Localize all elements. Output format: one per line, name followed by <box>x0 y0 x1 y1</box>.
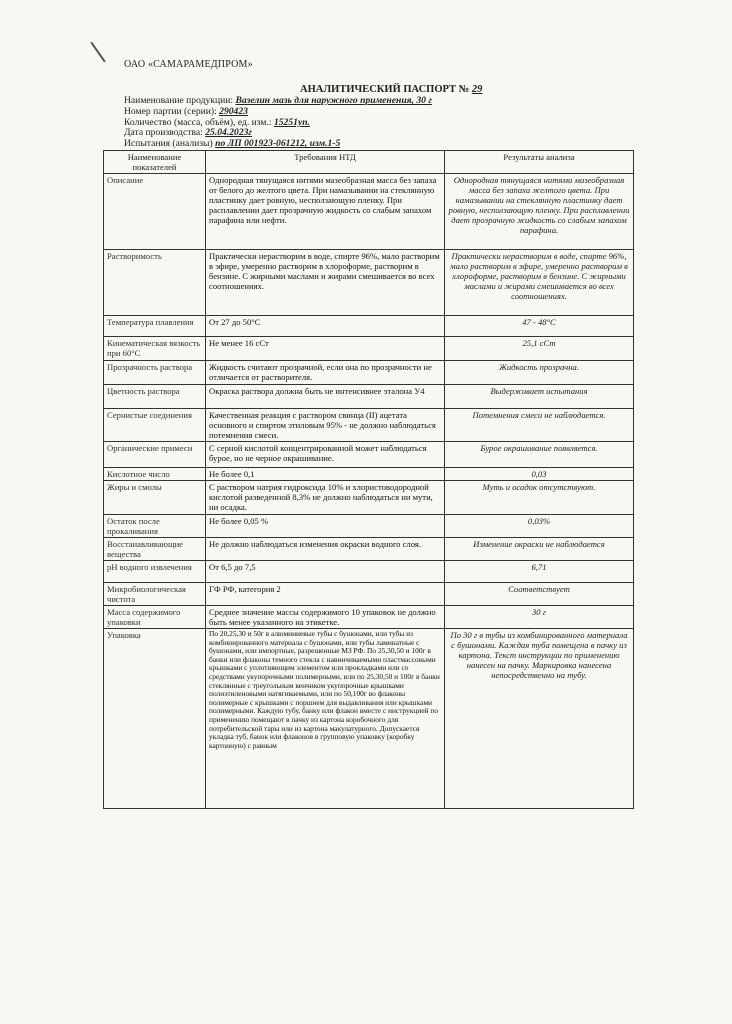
row-requirement: Практически нерастворим в воде, спирте 96%, мало растворим в эфире, умеренно растворим в хлороформе, растворим в бензине. С жирными маслами и жирами смешивается во всех соотношениях. <box>206 250 445 316</box>
analysis-table <box>103 150 634 809</box>
table-row <box>104 409 634 442</box>
table-header-row <box>104 151 634 174</box>
header-indicator: Наименование показателей <box>104 151 206 174</box>
organization-name: ОАО «САМАРАМЕДПРОМ» <box>124 59 253 70</box>
row-result: По 30 г в тубы из комбинированного материала с бушонами. Каждая туба помещена в пачку из картона. Текст инструкции по применению нанесен на пачку. Маркировка нанесена непосредственно на тубу. <box>445 629 634 809</box>
row-requirement: ГФ РФ, категория 2 <box>206 583 445 606</box>
row-result: Соответствует <box>445 583 634 606</box>
row-result: Жидкость прозрачна. <box>445 361 634 385</box>
row-requirement: От 27 до 50°С <box>206 316 445 337</box>
meta-value: 290423 <box>219 105 248 117</box>
row-requirement: Жидкость считают прозрачной, если она по прозрачности не отличается от растворителя. <box>206 361 445 385</box>
header-requirements: Требования НТД <box>206 151 445 174</box>
meta-label: Дата производства: <box>124 127 203 139</box>
meta-value: 15251уп. <box>273 116 310 128</box>
row-requirement: От 6,5 до 7,5 <box>206 561 445 583</box>
table-row <box>104 385 634 409</box>
table-row <box>104 174 634 250</box>
row-requirement: Качественная реакция с раствором свинца (II) ацетата основного и спиртом этиловым 95% - не должно наблюдаться потемнения смеси. <box>206 409 445 442</box>
row-name: Прозрачность раствора <box>104 361 206 385</box>
row-name: Растворимость <box>104 250 206 316</box>
row-requirement: С раствором натрия гидроксида 10% и хлористоводородной кислотой разведенной 8,3% не должно наблюдаться ни мути, ни осадка. <box>206 481 445 515</box>
row-requirement: Не более 0,1 <box>206 468 445 481</box>
page-title <box>300 84 482 95</box>
row-name: Кислотное число <box>104 468 206 481</box>
row-requirement: По 20,25,30 и 50г в алюминиевые тубы с бушонами, или тубы из комбинированного материала с бушонами, или тубы ламинатные с бушонами, или импортные, разрешенные МЗ РФ. По 25,30,50 и 100г в банки или флаконы темного стекла с навинчиваемыми пластмассовыми крышками с уплотняющим элементом или прокладками или со средствами укупорочными полимерными, или по 25,30,50 и 100г в банки стеклянные с треугольным венчиком укупорочные крышками полиэтиленовыми натягиваемыми, или по 50,100г во флаконы полимерные с крышками с поршнем для выдавливания или крышками полимерными. Каждую тубу, банку или флакон вместе с инструкцией по применению помещают в пачку из картона коробочного для потребительской тары или из картона макулатурного. Допускается укладка туб, банок или флаконов в групповую упаковку (коробку картонную) с равным <box>206 629 445 809</box>
table-row <box>104 316 634 337</box>
meta-label: Наименование продукции: <box>124 95 234 106</box>
row-name: Масса содержимого упаковки <box>104 606 206 629</box>
table-row <box>104 629 634 809</box>
row-name: Цветность раствора <box>104 385 206 409</box>
row-requirement: Не менее 16 сСт <box>206 337 445 361</box>
row-result: Муть и осадок отсутствуют. <box>445 481 634 515</box>
meta-value: по ЛП 001923-061212, изм.1-5 <box>215 138 341 150</box>
table-row <box>104 468 634 481</box>
row-result: 0,03% <box>445 515 634 538</box>
row-requirement: Не должно наблюдаться изменения окраски водного слоя. <box>206 538 445 561</box>
row-requirement: Окраска раствора должна быть не интенсивнее эталона У4 <box>206 385 445 409</box>
table-row <box>104 515 634 538</box>
table-row <box>104 481 634 515</box>
row-name: Упаковка <box>104 629 206 809</box>
table-row <box>104 442 634 468</box>
table-row <box>104 337 634 361</box>
meta-label: Испытания (анализы) <box>124 138 213 150</box>
row-name: Остаток после прокаливания <box>104 515 206 538</box>
row-result: Бурое окрашивание появляется. <box>445 442 634 468</box>
row-requirement: Среднее значение массы содержимого 10 упаковок не должно быть менее указанного на этикетке. <box>206 606 445 629</box>
row-result: Изменение окраски не наблюдается <box>445 538 634 561</box>
scan-mark <box>90 42 105 63</box>
meta-label: Количество (масса, объём), ед. изм.: <box>124 116 272 128</box>
row-result: 30 г <box>445 606 634 629</box>
row-requirement: Однородная тянущаяся нитями мазеобразная масса без запаха от белого до желтого цвета. При намазывании на стеклянную пластинку дает ровную, несползающую пленку. При расплавлении дает прозрачную жидкость со слабым запахом парафина или нефти. <box>206 174 445 250</box>
meta-label: Номер партии (серии): <box>124 105 217 117</box>
row-name: Кинематическая вязкость при 60°С <box>104 337 206 361</box>
row-result: 25,1 сСт <box>445 337 634 361</box>
row-result: 0,03 <box>445 468 634 481</box>
row-name: pH водного извлечения <box>104 561 206 583</box>
passport-meta <box>124 96 432 150</box>
row-result: 47 - 48°С <box>445 316 634 337</box>
table-row <box>104 538 634 561</box>
row-result: Выдерживает испытания <box>445 385 634 409</box>
row-requirement: С серной кислотой концентрированной может наблюдаться бурое, но не черное окрашивание. <box>206 442 445 468</box>
passport-number: 29 <box>471 84 483 95</box>
meta-value: Вазелин мазь для наружного применения, 30 г <box>235 95 432 106</box>
table-row <box>104 361 634 385</box>
row-name: Микробиологическая чистота <box>104 583 206 606</box>
row-name: Жиры и смолы <box>104 481 206 515</box>
table-row <box>104 250 634 316</box>
table-row <box>104 583 634 606</box>
row-result: Практически нерастворим в воде, спирте 96%, мало растворим в эфире, умеренно растворим в хлороформе, растворим в бензине. С жирными маслами и жирами смешивается во всех соотношениях. <box>445 250 634 316</box>
row-result: Потемнения смеси не наблюдается. <box>445 409 634 442</box>
row-name: Описание <box>104 174 206 250</box>
row-name: Сернистые соединения <box>104 409 206 442</box>
row-name: Органические примеси <box>104 442 206 468</box>
row-name: Температура плавления <box>104 316 206 337</box>
meta-tests <box>124 139 432 150</box>
table-row <box>104 606 634 629</box>
row-requirement: Не более 0,05 % <box>206 515 445 538</box>
table-row <box>104 561 634 583</box>
header-results: Результаты анализа <box>445 151 634 174</box>
row-result: 6,71 <box>445 561 634 583</box>
row-result: Однородная тянущаяся нитями мазеобразная масса без запаха желтого цвета. При намазывании на стеклянную пластинку дает ровную, несползающую пленку. При расплавлении дает прозрачную жидкость со слабым запахом парафина. <box>445 174 634 250</box>
title-prefix: АНАЛИТИЧЕСКИЙ ПАСПОРТ № <box>300 84 470 95</box>
meta-value: 25.04.2023г <box>205 127 252 139</box>
row-name: Восстанавливающие вещества <box>104 538 206 561</box>
